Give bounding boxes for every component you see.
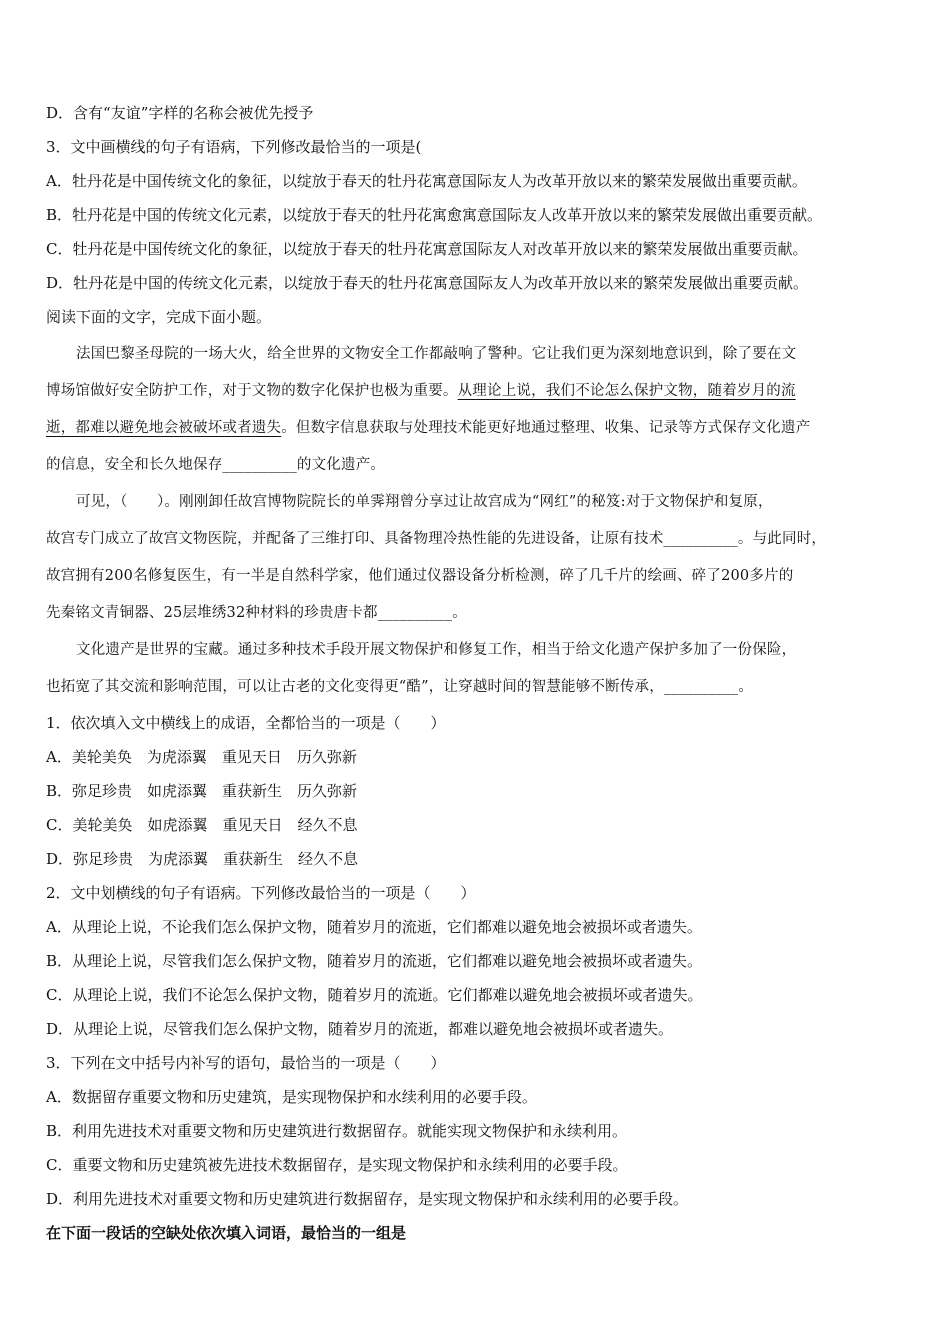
q3-option-c: C．重要文物和历史建筑被先进技术数据留存，是实现文物保护和永续利用的必要手段。 — [46, 1156, 628, 1174]
q3-stem: 3．下列在文中括号内补写的语句，最恰当的一项是（ ） — [46, 1054, 446, 1072]
passage-text: 博场馆做好安全防护工作，对于文物的数字化保护也极为重要。 — [46, 383, 458, 399]
q3-option-d: D．利用先进技术对重要文物和历史建筑进行数据留存，是实现文物保护和永续利用的必要手段。 — [46, 1190, 689, 1208]
prev-q3-stem: 3．文中画横线的句子有语病，下列修改最恰当的一项是( — [46, 138, 422, 156]
q1-option-c: C．美轮美奂 如虎添翼 重见天日 经久不息 — [46, 816, 358, 834]
passage-p2-line1: 可见，（ ）。刚刚卸任故宫博物院院长的单霁翔曾分享过让故宫成为“网红”的秘笈:对于文物保护和复原， — [76, 494, 773, 510]
passage-p3-line2: 也拓宽了其交流和影响范围，可以让古老的文化变得更“酷”，让穿越时间的智慧能够不断传承，__________。 — [46, 679, 754, 695]
prev-q3-option-b: B．牡丹花是中国的传统文化元素，以绽放于春天的牡丹花寓愈寓意国际友人改革开放以来的繁荣发展做出重要贡献。 — [46, 206, 823, 224]
q3-option-b: B．利用先进技术对重要文物和历史建筑进行数据留存。就能实现文物保护和永续利用。 — [46, 1122, 628, 1140]
prev-q3-option-d: D．牡丹花是中国的传统文化元素，以绽放于春天的牡丹花寓意国际友人为改革开放以来的繁荣发展做出重要贡献。 — [46, 274, 809, 292]
reading-intro: 阅读下面的文字，完成下面小题。 — [46, 308, 272, 326]
q2-option-a: A．从理论上说，不论我们怎么保护文物，随着岁月的流逝，它们都难以避免地会被损坏或者遗失。 — [46, 918, 702, 936]
q2-stem: 2．文中划横线的句子有语病。下列修改最恰当的一项是（ ） — [46, 884, 476, 902]
q2-option-d: D．从理论上说，尽管我们怎么保护文物，随着岁月的流逝，都难以避免地会被损坏或者遗失。 — [46, 1020, 674, 1038]
passage-text: 。但数字信息获取与处理技术能更好地通过整理、收集、记录等方式保存文化遗产 — [281, 420, 811, 436]
passage-p1-line2 — [46, 373, 916, 410]
q1-option-b: B．弥足珍贵 如虎添翼 重获新生 历久弥新 — [46, 782, 358, 800]
passage-p1-line4: 的信息，安全和长久地保存__________的文化遗产。 — [46, 457, 386, 473]
next-section-heading: 在下面一段话的空缺处依次填入词语，最恰当的一组是 — [46, 1224, 407, 1242]
passage-p2-line4: 先秦铭文青铜器、25层堆绣32种材料的珍贵唐卡都__________。 — [46, 605, 467, 621]
document-page — [46, 96, 916, 1250]
underlined-sentence: 逝，都难以避免地会被破坏或者遗失 — [46, 420, 282, 436]
passage-p2-line2: 故宫专门成立了故宫文物医院，并配备了三维打印、具备物理冷热性能的先进设备，让原有技术__________。与此同时， — [46, 531, 827, 547]
passage-p1-line1: 法国巴黎圣母院的一场大火，给全世界的文物安全工作都敲响了警种。它让我们更为深刻地意识到，除了要在文 — [76, 346, 797, 362]
prev-q3-option-a: A．牡丹花是中国传统文化的象征，以绽放于春天的牡丹花寓意国际友人为改革开放以来的繁荣发展做出重要贡献。 — [46, 172, 807, 190]
passage-p2-line3: 故宫拥有200名修复医生，有一半是自然科学家，他们通过仪器设备分析检测，碎了几千片的绘画、碎了200多片的 — [46, 568, 794, 584]
passage-p1-line3 — [46, 410, 916, 447]
q1-stem: 1．依次填入文中横线上的成语，全都恰当的一项是（ ） — [46, 714, 446, 732]
prev-q3-option-c: C．牡丹花是中国传统文化的象征，以绽放于春天的牡丹花寓意国际友人对改革开放以来的繁荣发展做出重要贡献。 — [46, 240, 808, 258]
passage-p3-line1: 文化遗产是世界的宝藏。通过多种技术手段开展文物保护和修复工作，相当于给文化遗产保护多加了一份保险， — [76, 642, 797, 658]
q2-option-b: B．从理论上说，尽管我们怎么保护文物，随着岁月的流逝，它们都难以避免地会被损坏或者遗失。 — [46, 952, 703, 970]
prev-option-d: D．含有“友谊”字样的名称会被优先授予 — [46, 104, 314, 122]
q2-option-c: C．从理论上说，我们不论怎么保护文物，随着岁月的流逝。它们都难以避免地会被损坏或者遗失。 — [46, 986, 703, 1004]
q1-option-a: A．美轮美奂 为虎添翼 重见天日 历久弥新 — [46, 748, 357, 766]
q3-option-a: A．数据留存重要文物和历史建筑，是实现物保护和水续利用的必要手段。 — [46, 1088, 537, 1106]
underlined-sentence: 从理论上说，我们不论怎么保护文物，随着岁月的流 — [457, 383, 796, 399]
q1-option-d: D．弥足珍贵 为虎添翼 重获新生 经久不息 — [46, 850, 359, 868]
